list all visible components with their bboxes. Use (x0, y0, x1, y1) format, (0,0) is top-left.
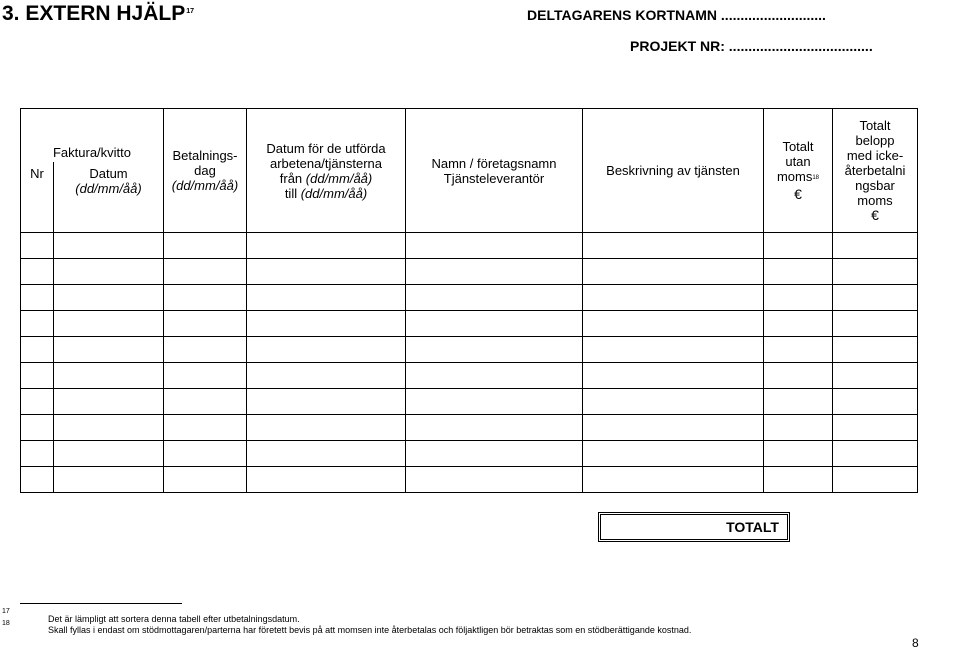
nr-header: Nr (21, 162, 54, 233)
euro-symbol: € (794, 186, 802, 202)
payment-header-line1: Betalnings- (172, 148, 238, 163)
table-cell[interactable] (21, 285, 54, 311)
table-cell[interactable] (164, 259, 247, 285)
table-row (21, 337, 918, 363)
table-cell[interactable] (164, 337, 247, 363)
table-cell[interactable] (833, 441, 918, 467)
table-cell[interactable] (764, 415, 833, 441)
table-cell[interactable] (164, 311, 247, 337)
table-cell[interactable] (406, 363, 583, 389)
footnote-17-text: Det är lämpligt att sortera denna tabell efter utbetalningsdatum. (48, 614, 300, 624)
table-cell[interactable] (764, 389, 833, 415)
table-cell[interactable] (764, 337, 833, 363)
table-cell[interactable] (583, 363, 764, 389)
table-cell[interactable] (833, 337, 918, 363)
service-dates-line1: Datum för de utförda (266, 140, 386, 156)
nonrec-line5: ngsbar (855, 178, 895, 193)
table-cell[interactable] (247, 285, 406, 311)
invoice-date-header (54, 162, 164, 233)
total-label: TOTALT (726, 519, 779, 535)
table-cell[interactable] (833, 363, 918, 389)
provider-header-line1: Namn / företagsnamn (431, 155, 557, 171)
footnote-18-number: 18 (2, 620, 10, 627)
nonrec-line6: moms (857, 193, 893, 208)
table-cell[interactable] (583, 233, 764, 259)
table-cell[interactable] (764, 285, 833, 311)
table-cell[interactable] (21, 311, 54, 337)
table-cell[interactable] (21, 363, 54, 389)
total-field[interactable] (598, 512, 790, 542)
table-row (21, 363, 918, 389)
table-cell[interactable] (247, 363, 406, 389)
nonrec-line3: med icke- (846, 148, 904, 163)
excl-vat-line2: utan (785, 154, 811, 169)
table-cell[interactable] (406, 259, 583, 285)
table-row (21, 259, 918, 285)
table-cell[interactable] (247, 311, 406, 337)
table-cell[interactable] (833, 467, 918, 493)
table-cell[interactable] (583, 389, 764, 415)
table-cell[interactable] (583, 467, 764, 493)
table-cell[interactable] (54, 337, 164, 363)
table-cell[interactable] (247, 467, 406, 493)
table-row (21, 389, 918, 415)
table-cell[interactable] (21, 389, 54, 415)
excl-vat-footnote-ref: 18 (812, 175, 820, 181)
payment-date-header (164, 109, 247, 233)
table-cell[interactable] (764, 467, 833, 493)
table-cell[interactable] (406, 285, 583, 311)
payment-header-format: (dd/mm/åå) (171, 178, 239, 193)
table-cell[interactable] (406, 467, 583, 493)
table-cell[interactable] (164, 285, 247, 311)
table-cell[interactable] (54, 311, 164, 337)
table-cell[interactable] (764, 363, 833, 389)
table-cell[interactable] (54, 233, 164, 259)
invoice-date-format: (dd/mm/åå) (75, 180, 142, 196)
table-cell[interactable] (833, 285, 918, 311)
provider-name-header (406, 109, 583, 233)
table-row (21, 441, 918, 467)
table-cell[interactable] (583, 415, 764, 441)
excl-vat-line1: Totalt (782, 139, 814, 154)
table-cell[interactable] (406, 415, 583, 441)
project-number-field[interactable]: PROJEKT NR: ..................................... (630, 38, 873, 54)
expense-table (20, 108, 918, 493)
table-cell[interactable] (833, 415, 918, 441)
service-dates-from: från (279, 170, 303, 186)
table-cell[interactable] (406, 389, 583, 415)
nonrec-line2: belopp (855, 133, 895, 148)
table-row (21, 285, 918, 311)
header-row-1 (21, 109, 918, 162)
total-excl-vat-header (764, 109, 833, 233)
table-cell[interactable] (764, 441, 833, 467)
table-cell[interactable] (164, 233, 247, 259)
table-cell[interactable] (764, 311, 833, 337)
table-cell[interactable] (247, 233, 406, 259)
table-cell[interactable] (164, 415, 247, 441)
table-cell[interactable] (54, 415, 164, 441)
footnote-17-number: 17 (2, 608, 10, 615)
table-cell[interactable] (583, 311, 764, 337)
table-row (21, 233, 918, 259)
table-cell[interactable] (833, 389, 918, 415)
payment-header-line2: dag (194, 163, 216, 178)
table-cell[interactable] (833, 233, 918, 259)
service-dates-header (247, 109, 406, 233)
table-cell[interactable] (764, 233, 833, 259)
description-header: Beskrivning av tjänsten (583, 109, 764, 233)
footnote-18-text: Skall fyllas i endast om stödmottagaren/parterna har företett bevis på att momsen inte återbetalas och följaktligen bör betraktas som en stödberättigande kostnad. (48, 625, 692, 635)
service-dates-to-format: (dd/mm/åå) (300, 185, 368, 201)
table-cell[interactable] (54, 363, 164, 389)
table-cell[interactable] (54, 285, 164, 311)
table-cell[interactable] (21, 337, 54, 363)
table-cell[interactable] (21, 415, 54, 441)
euro-symbol: € (871, 207, 879, 223)
table-cell[interactable] (247, 441, 406, 467)
table-row (21, 415, 918, 441)
table-cell[interactable] (21, 467, 54, 493)
table-cell[interactable] (247, 337, 406, 363)
table-cell[interactable] (21, 259, 54, 285)
table-row (21, 311, 918, 337)
table-cell[interactable] (21, 233, 54, 259)
table-cell[interactable] (583, 285, 764, 311)
section-title (2, 2, 194, 26)
excl-vat-line3: moms (776, 169, 813, 184)
footnote-separator (20, 603, 182, 604)
table-cell[interactable] (833, 311, 918, 337)
table-cell[interactable] (406, 441, 583, 467)
participant-short-name-field[interactable]: DELTAGARENS KORTNAMN ........................... (527, 7, 826, 23)
service-dates-from-format: (dd/mm/åå) (305, 170, 373, 186)
nonrec-line1: Totalt (859, 118, 891, 133)
table-cell[interactable] (164, 363, 247, 389)
table-cell[interactable] (406, 233, 583, 259)
table-row (21, 467, 918, 493)
table-cell[interactable] (54, 389, 164, 415)
table-cell[interactable] (164, 441, 247, 467)
table-cell[interactable] (247, 415, 406, 441)
invoice-group-header: Faktura/kvitto (21, 109, 164, 162)
service-dates-line2: arbetena/tjänsterna (269, 155, 383, 171)
table-cell[interactable] (583, 441, 764, 467)
table-cell[interactable] (833, 259, 918, 285)
table-cell[interactable] (247, 259, 406, 285)
total-nonrecoverable-vat-header (833, 109, 918, 233)
table-cell[interactable] (54, 467, 164, 493)
table-cell[interactable] (54, 259, 164, 285)
table-cell[interactable] (247, 389, 406, 415)
table-cell[interactable] (583, 337, 764, 363)
nonrec-line4: återbetalni (844, 163, 906, 178)
table-cell[interactable] (164, 389, 247, 415)
service-dates-to: till (284, 185, 298, 201)
table-cell[interactable] (406, 311, 583, 337)
table-cell[interactable] (583, 259, 764, 285)
section-title-text: 3. EXTERN HJÄLP (2, 2, 186, 25)
table-body (21, 109, 918, 493)
page-number: 8 (912, 636, 919, 650)
table-cell[interactable] (21, 441, 54, 467)
table-cell[interactable] (764, 259, 833, 285)
table-cell[interactable] (164, 467, 247, 493)
table-cell[interactable] (406, 337, 583, 363)
table-cell[interactable] (54, 441, 164, 467)
title-footnote-ref: 17 (186, 8, 195, 15)
invoice-date-label: Datum (89, 165, 128, 181)
provider-header-line2: Tjänsteleverantör (443, 170, 545, 186)
